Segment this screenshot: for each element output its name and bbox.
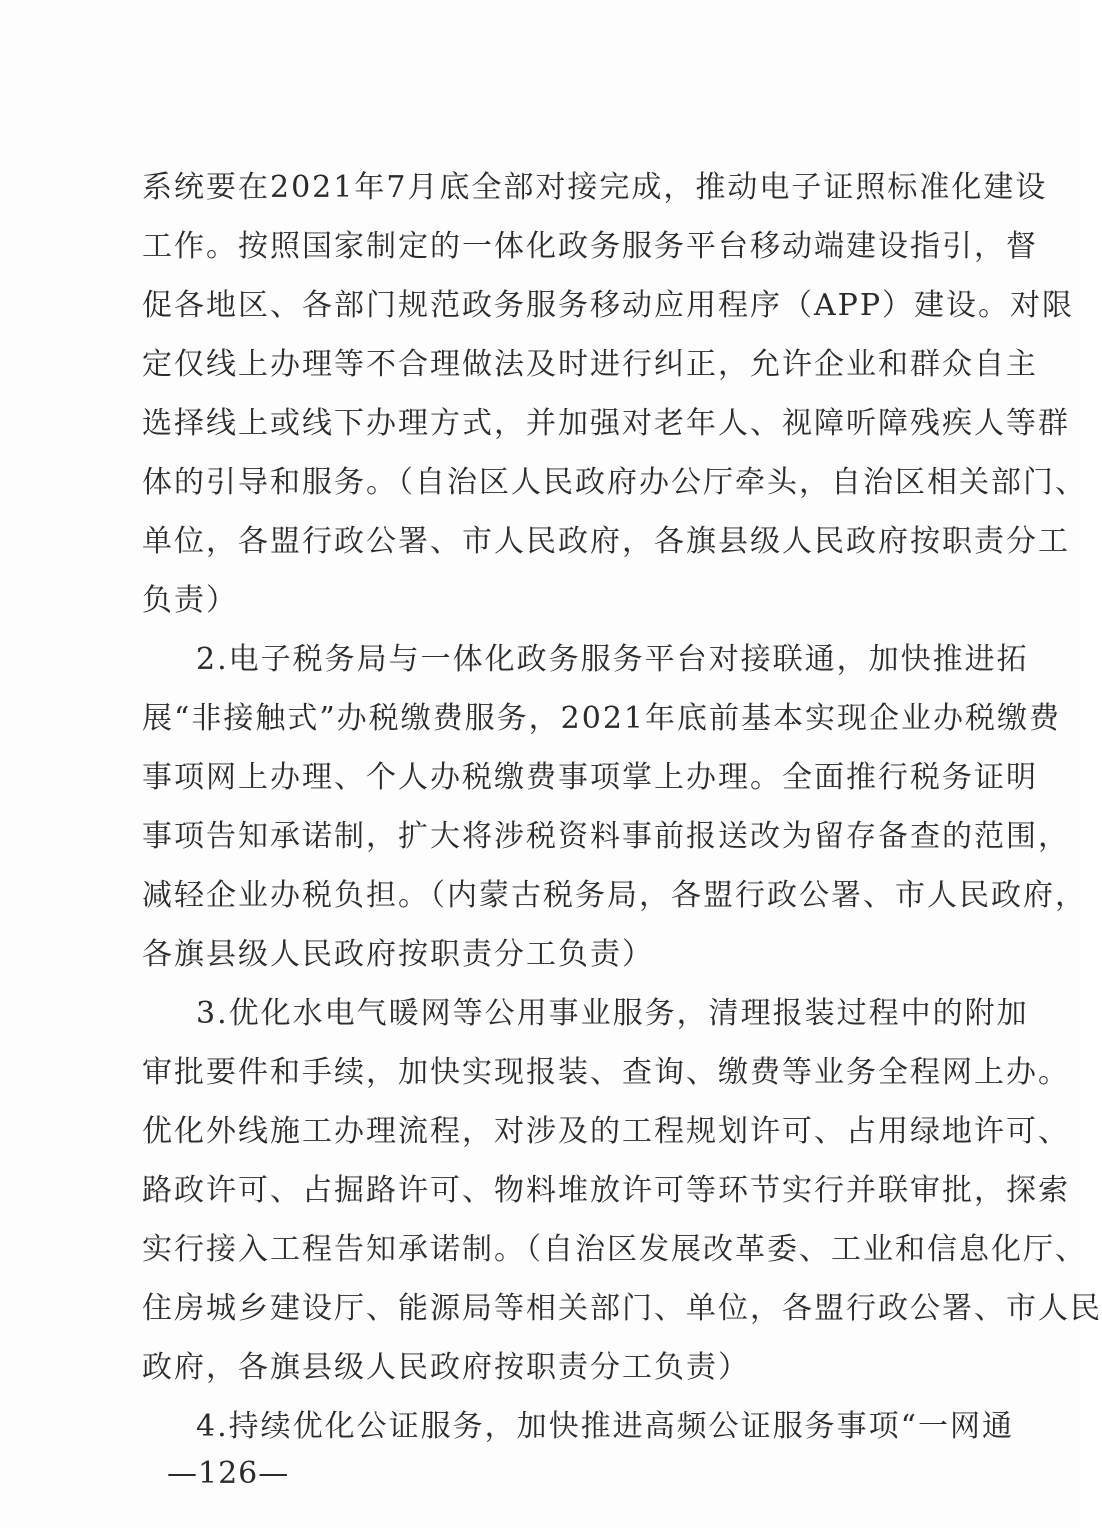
- text-line: 各旗县级人民政府按职责分工负责）: [142, 937, 654, 972]
- text-line: 选择线上或线下办理方式，并加强对老年人、视障听障残疾人等群: [142, 406, 1070, 441]
- text-line: 负责）: [142, 583, 238, 618]
- text-line: 体的引导和服务。（自治区人民政府办公厅牵头，自治区相关部门、: [142, 465, 1087, 500]
- text-line: 展“非接触式”办税缴费服务，2021年底前基本实现企业办税缴费: [142, 701, 1062, 736]
- text-line: 事项告知承诺制，扩大将涉税资料事前报送改为留存备查的范围，: [142, 819, 1070, 854]
- paragraph-start-line: 4.持续优化公证服务，加快推进高频公证服务事项“一网通: [196, 1409, 1014, 1444]
- text-line: 减轻企业办税负担。（内蒙古税务局，各盟行政公署、市人民政府，: [142, 878, 1087, 913]
- page-number: —126—: [167, 1456, 290, 1491]
- text-line: 系统要在2021年7月底全部对接完成，推动电子证照标准化建设: [142, 170, 1048, 205]
- paragraph-start-line: 3.优化水电气暖网等公用事业服务，清理报装过程中的附加: [196, 996, 1029, 1031]
- paragraph-start-line: 2.电子税务局与一体化政务服务平台对接联通，加快推进拓: [196, 642, 1029, 677]
- text-line: 促各地区、各部门规范政务服务移动应用程序（APP）建设。对限: [142, 288, 1075, 323]
- text-line: 定仅线上办理等不合理做法及时进行纠正，允许企业和群众自主: [142, 347, 1038, 382]
- text-line: 单位，各盟行政公署、市人民政府，各旗县级人民政府按职责分工: [142, 524, 1070, 559]
- text-line: 路政许可、占掘路许可、物料堆放许可等环节实行并联审批，探索: [142, 1173, 1070, 1208]
- text-line: 事项网上办理、个人办税缴费事项掌上办理。全面推行税务证明: [142, 760, 1038, 795]
- text-line: 工作。按照国家制定的一体化政务服务平台移动端建设指引，督: [142, 229, 1038, 264]
- text-line: 优化外线施工办理流程，对涉及的工程规划许可、占用绿地许可、: [142, 1114, 1070, 1149]
- text-line: 审批要件和手续，加快实现报装、查询、缴费等业务全程网上办。: [142, 1055, 1070, 1090]
- text-line: 住房城乡建设厅、能源局等相关部门、单位，各盟行政公署、市人民: [142, 1291, 1102, 1326]
- text-line: 政府，各旗县级人民政府按职责分工负责）: [142, 1350, 750, 1385]
- text-line: 实行接入工程告知承诺制。（自治区发展改革委、工业和信息化厅、: [142, 1232, 1087, 1267]
